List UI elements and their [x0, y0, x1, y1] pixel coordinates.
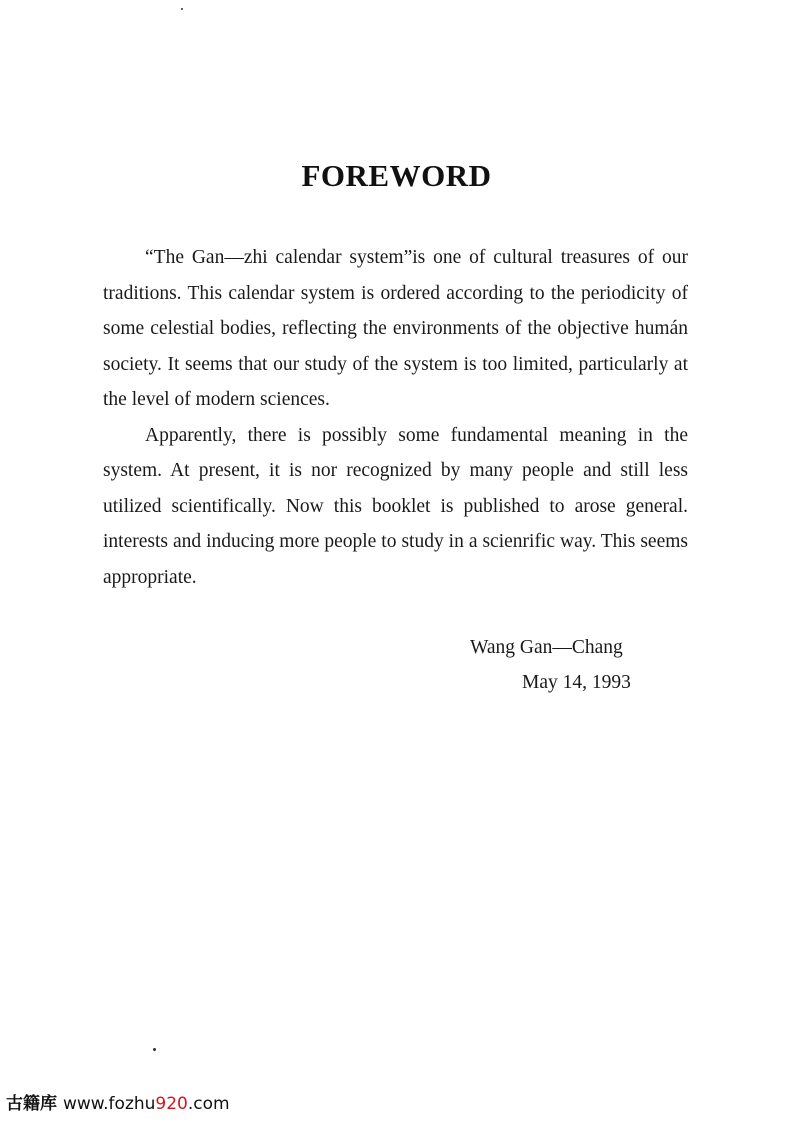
- signature-date: May 14, 1993: [522, 672, 631, 693]
- paragraph: “The Gan—zhi calendar system”is one of cultural treasures of our traditions. This calendar system is ordered according to the periodicity of some celestial bodies, reflecting the environments of the objective humán society. It seems that our study of the system is too limited, particularly at the level of modern sciences.: [103, 247, 688, 410]
- watermark-url-number: 920: [155, 1094, 188, 1114]
- watermark-url-prefix: www.fozhu: [63, 1094, 156, 1114]
- watermark-brand: 古籍库: [6, 1094, 57, 1114]
- author-name: Wang Gan—Chang: [470, 637, 623, 658]
- page-title: FOREWORD: [301, 158, 492, 193]
- source-watermark: [6, 1089, 230, 1114]
- signature-block: [470, 630, 690, 700]
- scan-speck: [181, 8, 183, 10]
- scan-speck: [153, 1048, 156, 1051]
- foreword-body: [103, 240, 688, 595]
- watermark-url-suffix: .com: [187, 1094, 230, 1114]
- paragraph: Apparently, there is possibly some fundamental meaning in the system. At present, it is nor recognized by many people and still less utilized scientifically. Now this booklet is published to arose general. interests and inducing more people to study in a scienrific way. This seems appropriate.: [103, 424, 688, 588]
